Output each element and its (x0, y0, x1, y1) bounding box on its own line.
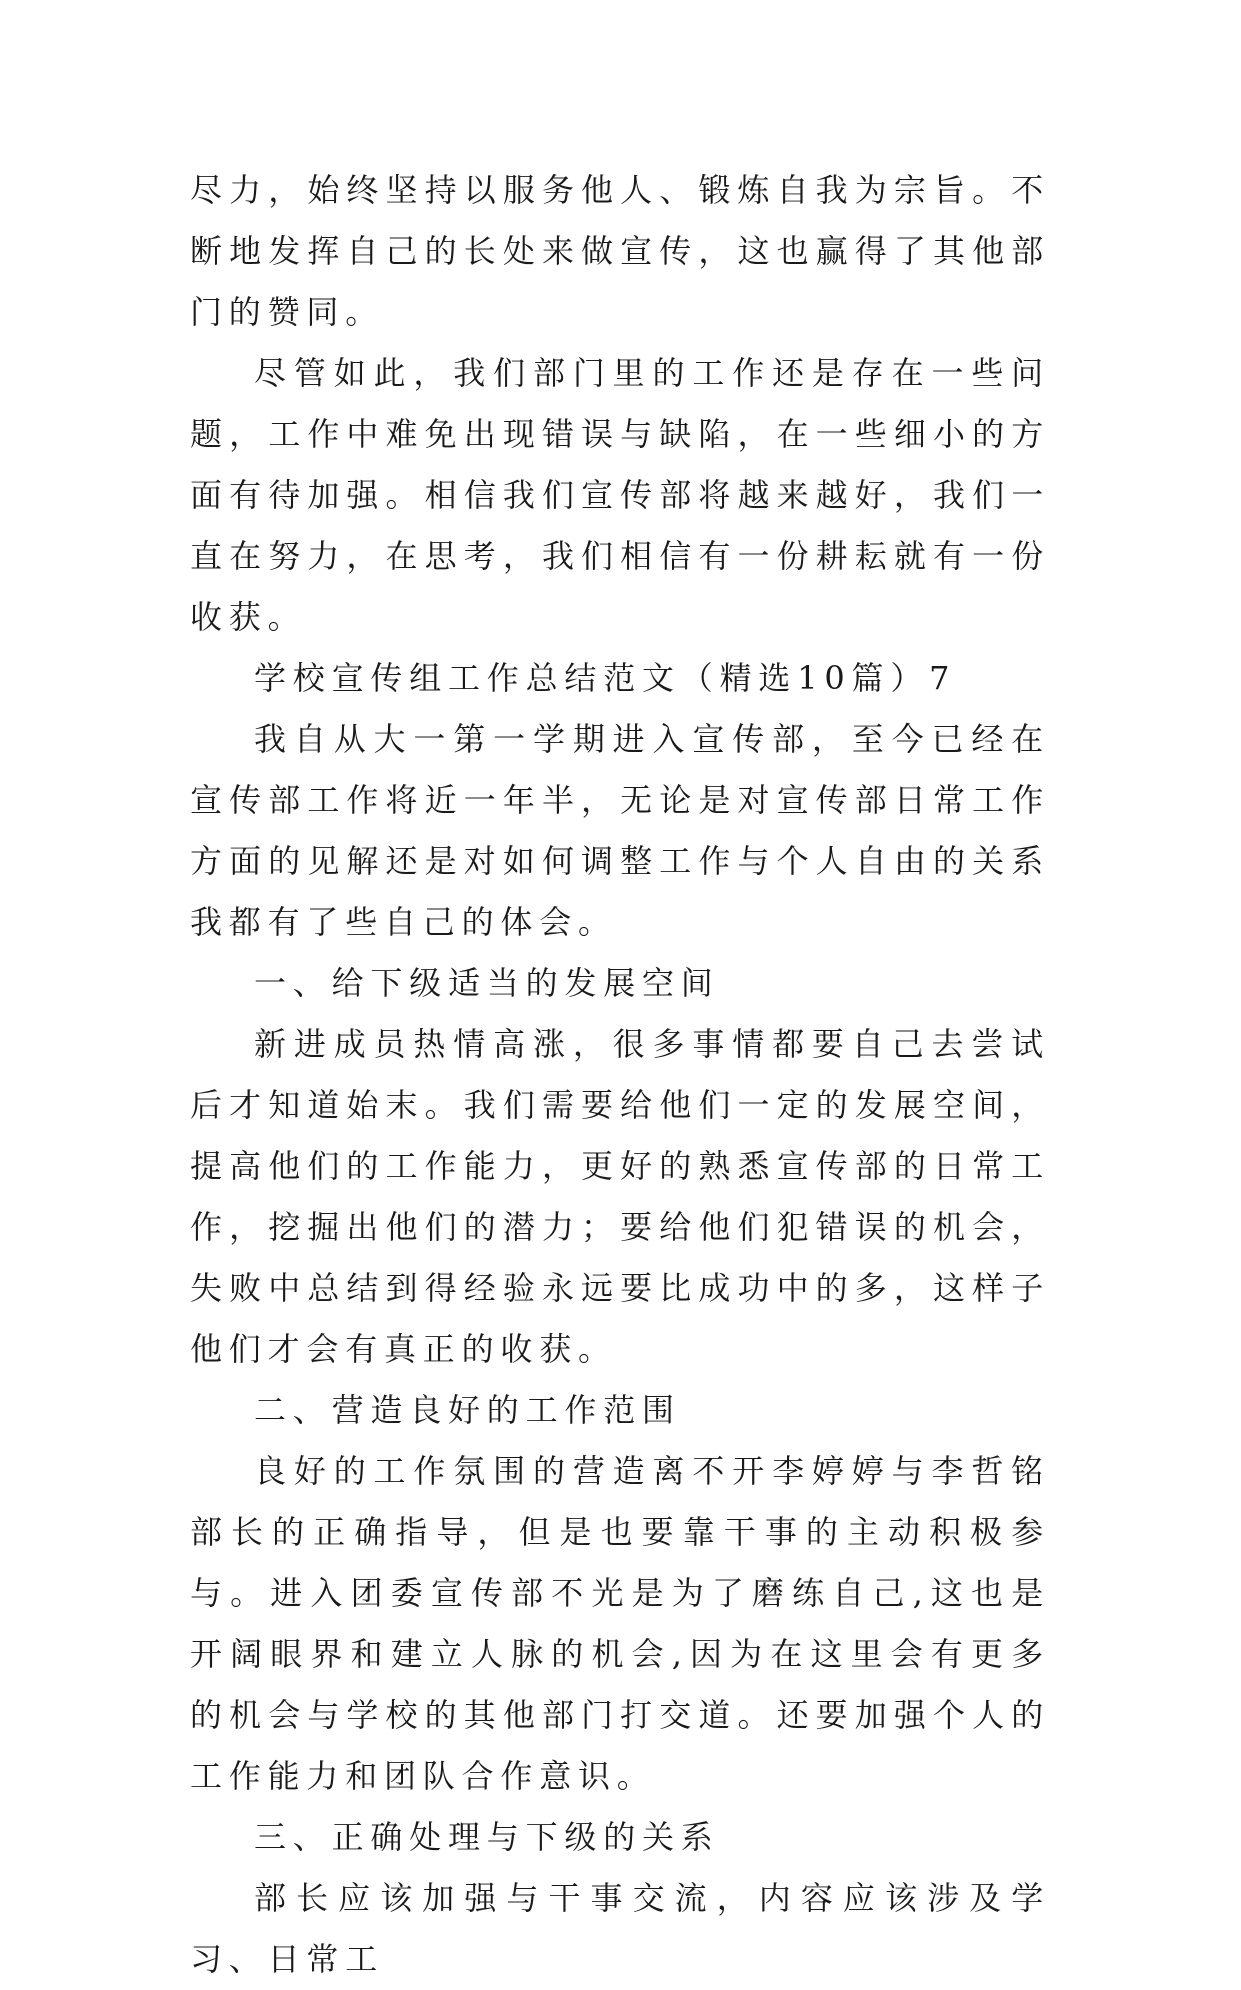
section-title: 学校宣传组工作总结范文（精选10篇）7 (254, 659, 957, 697)
paragraph-work-atmosphere: 良好的工作氛围的营造离不开李婷婷与李哲铭部长的正确指导，但是也要靠干事的主动积极参与。进入团委宣传部不光是为了磨练自己,这也是开阔眼界和建立人脉的机会,因为在这里会有更多的机会与学校的其他部门打交道。还要加强个人的工作能力和团队合作意识。 (190, 1452, 1050, 1795)
document-body (190, 160, 1050, 1990)
paragraph-development-space: 新进成员热情高涨，很多事情都要自己去尝试后才知道始末。我们需要给他们一定的发展空间，提高他们的工作能力，更好的熟悉宣传部的日常工作，挖掘出他们的潜力；要给他们犯错误的机会，失败中总结到得经验永远要比成功中的多，这样子他们才会有真正的收获。 (190, 1025, 1050, 1368)
paragraph-continuation: 尽力，始终坚持以服务他人、锻炼自我为宗旨。不断地发挥自己的长处来做宣传，这也赢得了其他部门的赞同。 (190, 171, 1050, 331)
heading-one: 一、给下级适当的发展空间 (254, 964, 720, 1002)
heading-three: 三、正确处理与下级的关系 (254, 1818, 720, 1856)
heading-two: 二、营造良好的工作范围 (254, 1391, 681, 1429)
paragraph-intro: 我自从大一第一学期进入宣传部，至今已经在宣传部工作将近一年半，无论是对宣传部日常工作方面的见解还是对如何调整工作与个人自由的关系我都有了些自己的体会。 (190, 720, 1050, 941)
paragraph-problems: 尽管如此，我们部门里的工作还是存在一些问题，工作中难免出现错误与缺陷，在一些细小的方面有待加强。相信我们宣传部将越来越好，我们一直在努力，在思考，我们相信有一份耕耘就有一份收获。 (190, 354, 1050, 636)
paragraph-relationship: 部长应该加强与干事交流，内容应该涉及学习、日常工 (190, 1879, 1050, 1978)
